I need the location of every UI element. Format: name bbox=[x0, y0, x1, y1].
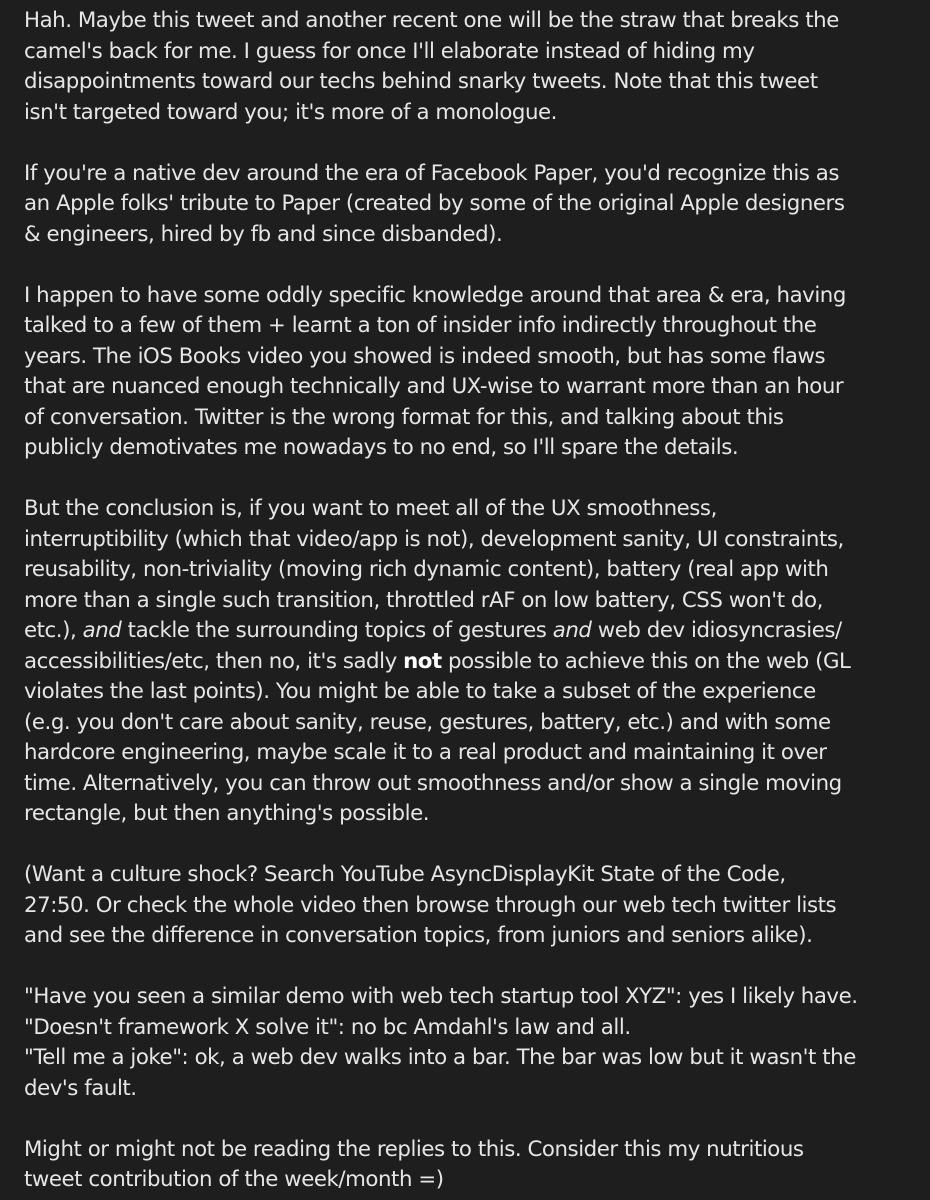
paragraph-insider-knowledge bbox=[24, 281, 904, 464]
text-line: more than a single such transition, throttled rAF on low battery, CSS won't do, bbox=[24, 587, 823, 613]
text-segment: possible to achieve this on the web (GL bbox=[441, 648, 851, 674]
paragraph-conclusion bbox=[24, 494, 904, 830]
text-line: hardcore engineering, maybe scale it to a real product and maintaining it over bbox=[24, 740, 827, 765]
text-line: "Tell me a joke": ok, a web dev walks into a bar. The bar was low but it wasn't the bbox=[24, 1045, 856, 1070]
text-line: camel's back for me. I guess for once I'll elaborate instead of hiding my bbox=[24, 38, 755, 64]
text-line: (Want a culture shock? Search YouTube AsyncDisplayKit State of the Code, bbox=[24, 862, 786, 887]
text-line: publicly demotivates me nowadays to no end, so I'll spare the details. bbox=[24, 435, 739, 460]
text-line: (e.g. you don't care about sanity, reuse, gestures, battery, etc.) and with some bbox=[24, 709, 831, 735]
text-line: tweet contribution of the week/month =) bbox=[24, 1167, 444, 1192]
text-line: that are nuanced enough technically and UX-wise to warrant more than an hour bbox=[24, 374, 844, 399]
text-line: "Have you seen a similar demo with web tech startup tool XYZ": yes I likely have. bbox=[24, 984, 858, 1009]
text-line: Might or might not be reading the replies to this. Consider this my nutritious bbox=[24, 1136, 804, 1162]
text-line: isn't targeted toward you; it's more of a monologue. bbox=[24, 99, 558, 125]
text-line: If you're a native dev around the era of Facebook Paper, you'd recognize this as bbox=[24, 160, 840, 186]
text-line: But the conclusion is, if you want to meet all of the UX smoothness, bbox=[24, 496, 717, 521]
text-line: dev's fault. bbox=[24, 1075, 137, 1101]
text-line: an Apple folks' tribute to Paper (created by some of the original Apple designers bbox=[24, 191, 845, 216]
text-line: I happen to have some oddly specific knowledge around that area & era, having bbox=[24, 282, 846, 308]
text-line: "Doesn't framework X solve it": no bc Amdahl's law and all. bbox=[24, 1014, 631, 1040]
text-line: years. The iOS Books video you showed is indeed smooth, but has some flaws bbox=[24, 343, 826, 369]
text-line: disappointments toward our techs behind snarky tweets. Note that this tweet bbox=[24, 69, 818, 94]
paragraph-closing bbox=[24, 1135, 904, 1196]
text-line: talked to a few of them + learnt a ton of insider info indirectly throughout the bbox=[24, 313, 817, 338]
text-line: violates the last points). You might be able to take a subset of the experience bbox=[24, 679, 816, 704]
text-line: 27:50. Or check the whole video then browse through our web tech twitter lists bbox=[24, 892, 837, 918]
paragraph-facebook-paper bbox=[24, 159, 904, 251]
text-line: rectangle, but then anything's possible. bbox=[24, 801, 430, 826]
text-line: and see the difference in conversation topics, from juniors and seniors alike). bbox=[24, 923, 813, 948]
text-line-with-bold bbox=[24, 647, 904, 678]
emphasized-text: and bbox=[82, 618, 122, 643]
paragraph-culture-shock bbox=[24, 860, 904, 952]
text-line: interruptibility (which that video/app is not), development sanity, UI constraints, bbox=[24, 526, 844, 552]
text-line: time. Alternatively, you can throw out smoothness and/or show a single moving bbox=[24, 770, 842, 796]
text-segment: etc.), bbox=[24, 618, 83, 643]
text-line: of conversation. Twitter is the wrong format for this, and talking about this bbox=[24, 404, 784, 430]
paragraph-faq bbox=[24, 982, 904, 1104]
text-segment: web dev idiosyncrasies/ bbox=[591, 618, 842, 643]
paragraph-intro bbox=[24, 6, 904, 128]
text-segment: tackle the surrounding topics of gestures bbox=[121, 618, 553, 643]
emphasized-text: and bbox=[552, 618, 592, 643]
text-line: reusability, non-triviality (moving rich dynamic content), battery (real app with bbox=[24, 557, 829, 582]
text-segment: accessibilities/etc, then no, it's sadly bbox=[24, 648, 404, 674]
text-line: & engineers, hired by fb and since disbanded). bbox=[24, 221, 503, 247]
text-line-with-emphasis bbox=[24, 616, 904, 647]
text-line: Hah. Maybe this tweet and another recent one will be the straw that breaks the bbox=[24, 8, 839, 33]
bold-text: not bbox=[403, 648, 442, 674]
